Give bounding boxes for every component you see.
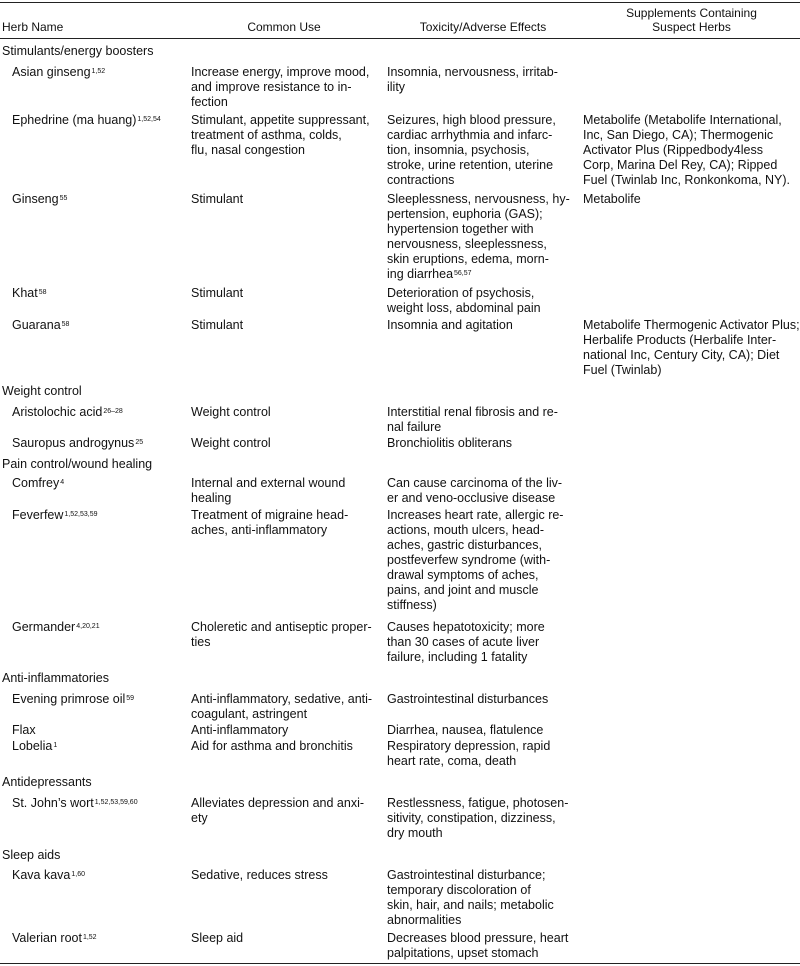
category-sleep-aids: Sleep aids [2, 848, 61, 862]
herb-name: Khat$^{58}$ [12, 286, 47, 300]
common-use: Alleviates depression and anxi- ety [191, 796, 365, 825]
toxicity: Diarrhea, nausea, flatulence [387, 723, 544, 737]
toxicity: Bronchiolitis obliterans [387, 436, 513, 450]
category-antidepressants: Antidepressants [2, 775, 92, 789]
common-use: Choleretic and antiseptic proper- ties [191, 620, 372, 649]
common-use: Stimulant [191, 192, 244, 206]
toxicity: Increases heart rate, allergic re- actions, mouth ulcers, head- aches, gastric disturbances, postfeverfew syndrome (with- drawal symptoms of aches, pains, and joint and muscle stiffness) [387, 508, 564, 612]
toxicity: Insomnia and agitation [387, 318, 513, 332]
herb-name: Germander$^{4,20,21}$ [12, 620, 100, 634]
toxicity: Deterioration of psychosis, weight loss, abdominal pain [387, 286, 541, 315]
herb-name: Feverfew$^{1,52,53,59}$ [12, 508, 98, 522]
supplements: Metabolife (Metabolife International, Inc, San Diego, CA); Thermogenic Activator Plus (Rippedbody4less Corp, Marina Del Rey, CA); Ripped Fuel (Twinlab Inc, Ronkonkoma, NY). [583, 113, 791, 187]
toxicity: Causes hepatotoxicity; more than 30 cases of acute liver failure, including 1 fatality [387, 620, 545, 664]
toxicity: Decreases blood pressure, heart palpitations, upset stomach [387, 931, 569, 960]
header-rule [0, 38, 800, 39]
header-toxicity: Toxicity/Adverse Effects [419, 20, 547, 34]
herb-name: Sauropus androgynus$^{25}$ [12, 436, 144, 450]
herb-name: Evening primrose oil$^{59}$ [12, 692, 135, 706]
common-use: Sedative, reduces stress [191, 868, 328, 882]
header-common-use: Common Use [247, 20, 321, 34]
supplements: Metabolife [583, 192, 641, 206]
herb-name: Ginseng$^{55}$ [12, 192, 68, 206]
common-use: Stimulant, appetite suppressant, treatment of asthma, colds, flu, nasal congestion [191, 113, 370, 157]
common-use: Increase energy, improve mood, and improve resistance to in- fection [191, 65, 370, 109]
herb-name: Guarana$^{58}$ [12, 318, 70, 332]
herb-name: Comfrey$^4$ [12, 476, 65, 490]
common-use: Anti-inflammatory, sedative, anti- coagulant, astringent [191, 692, 373, 721]
common-use: Internal and external wound healing [191, 476, 346, 505]
toxicity: Gastrointestinal disturbances [387, 692, 549, 706]
bottom-rule [0, 963, 800, 964]
common-use: Weight control [191, 436, 271, 450]
common-use: Stimulant [191, 286, 244, 300]
common-use: Treatment of migraine head- aches, anti-inflammatory [191, 508, 349, 537]
herb-name: Kava kava$^{1,60}$ [12, 868, 85, 882]
supplements: Metabolife Thermogenic Activator Plus; Herbalife Products (Herbalife Inter- national Inc, Century City, CA); Diet Fuel (Twinlab) [583, 318, 800, 377]
toxicity: Gastrointestinal disturbance; temporary discoloration of skin, hair, and nails; metabolic abnormalities [387, 868, 554, 927]
toxicity: Restlessness, fatigue, photosen- sitivity, constipation, dizziness, dry mouth [387, 796, 569, 840]
category-weight-control: Weight control [2, 384, 82, 398]
common-use: Sleep aid [191, 931, 244, 945]
toxicity: Sleeplessness, nervousness, hy- pertension, euphoria (GAS); hypertension together with nervousness, sleeplessness, skin eruptions, edema, morn- ing diarrhea$^{56,57}$ [387, 192, 570, 281]
toxicity: Can cause carcinoma of the liv- er and veno-occlusive disease [387, 476, 563, 505]
herb-name: Lobelia$^1$ [12, 739, 58, 753]
common-use: Stimulant [191, 318, 244, 332]
top-rule [0, 2, 800, 3]
category-anti-inflammatories: Anti-inflammatories [2, 671, 109, 685]
common-use: Anti-inflammatory [191, 723, 289, 737]
header-herb-name: Herb Name [2, 20, 64, 34]
toxicity: Interstitial renal fibrosis and re- nal failure [387, 405, 558, 434]
category-stimulants: Stimulants/energy boosters [2, 44, 154, 58]
toxicity: Seizures, high blood pressure, cardiac arrhythmia and infarc- tion, insomnia, psychosis, stroke, urine retention, uterine contractions [387, 113, 556, 187]
toxicity: Respiratory depression, rapid heart rate, coma, death [387, 739, 551, 768]
herb-name: Flax [12, 723, 36, 737]
header-supplements: Supplements Containing Suspect Herbs [626, 6, 757, 34]
common-use: Weight control [191, 405, 271, 419]
herb-name: Aristolochic acid$^{26-28}$ [12, 405, 123, 419]
herb-name: St. John’s wort$^{1,52,53,59,60}$ [12, 796, 138, 810]
category-pain-control: Pain control/wound healing [2, 457, 153, 471]
herb-name: Ephedrine (ma huang)$^{1,52,54}$ [12, 113, 161, 127]
toxicity: Insomnia, nervousness, irritab- ility [387, 65, 558, 94]
herb-name: Asian ginseng$^{1,52}$ [12, 65, 106, 79]
herb-name: Valerian root$^{1,52}$ [12, 931, 97, 945]
common-use: Aid for asthma and bronchitis [191, 739, 353, 753]
